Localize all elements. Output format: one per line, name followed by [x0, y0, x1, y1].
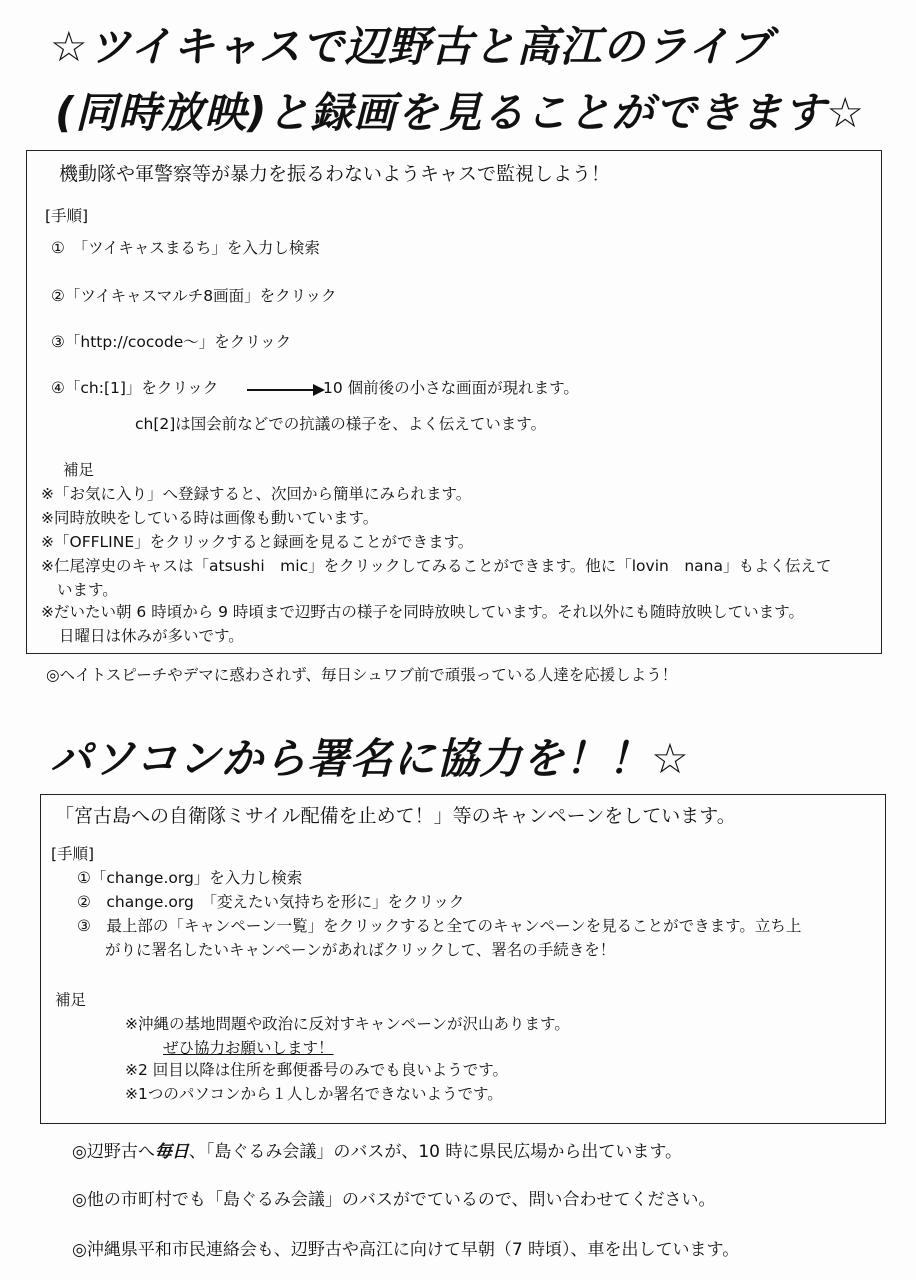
step-3: ③「http://cocode～」をクリック	[51, 333, 292, 351]
note-5: ※だいたい朝 6 時頃から 9 時頃まで辺野古の様子を同時放映しています。それ以外にも随時放映しています。	[41, 603, 804, 621]
step-1: ① 「ツイキャスまるち」を入力し検索	[51, 239, 320, 257]
twitcasting-heading: 機動隊や軍警察等が暴力を振るわないようキャスで監視しよう！	[59, 163, 611, 185]
sig-note-1: ※沖縄の基地問題や政治に反対すキャンペーンが沢山あります。	[125, 1015, 570, 1033]
title-line-1: ☆ツイキャスで辺野古と高江のライブ	[50, 22, 773, 71]
sig-note-2: ※2 回目以降は住所を郵便番号のみでも良いようです。	[125, 1061, 509, 1079]
note-1: ※「お気に入り」へ登録すると、次回から簡単にみられます。	[41, 485, 472, 503]
supplement-label-2: 補足	[55, 991, 87, 1009]
sig-step-3-cont: がりに署名したいキャンペーンがあればクリックして、署名の手続きを！	[105, 941, 616, 959]
signature-title: パソコンから署名に協力を！！☆	[50, 734, 690, 783]
sig-note-3: ※1つのパソコンから１人しか署名できないようです。	[125, 1085, 503, 1103]
bus-notice-1-post: 、「島ぐるみ会議」のバスが、10 時に県民広場から出ています。	[188, 1142, 683, 1162]
sig-step-1: ①「change.org」を入力し検索	[77, 869, 303, 887]
bus-notice-3: ◎沖縄県平和市民連絡会も、辺野古や高江に向けて早朝（7 時頃）、車を出しています。	[72, 1240, 740, 1260]
bus-notice-1-pre: ◎辺野古へ	[72, 1142, 155, 1162]
procedure-label: [手順]	[45, 207, 89, 225]
note-2: ※同時放映をしている時は画像も動いています。	[41, 509, 379, 527]
step-4-note: ch[2]は国会前などでの抗議の様子を、よく伝えています。	[135, 415, 547, 433]
supplement-label: 補足	[63, 461, 95, 479]
twitcasting-box	[26, 150, 882, 654]
note-4: ※仁尾淳史のキャスは「atsushi mic」をクリックしてみることができます。他に「lovin nana」もよく伝えて	[41, 557, 832, 575]
procedure-label-2: [手順]	[51, 845, 95, 863]
signature-box	[40, 794, 886, 1124]
sig-step-3: ③ 最上部の「キャンペーン一覧」をクリックすると全てのキャンペーンを見ることができます。立ち上	[77, 917, 802, 935]
bus-notice-1	[72, 1142, 682, 1162]
step-4: ④「ch:[1]」をクリック	[51, 379, 219, 397]
bus-notice-1-bold: 毎日	[154, 1142, 189, 1162]
note-4-cont: います。	[57, 581, 118, 599]
note-3: ※「OFFLINE」をクリックすると録画を見ることができます。	[41, 533, 474, 551]
sig-note-1-cont: ぜひ協力お願いします！	[163, 1039, 334, 1057]
note-5-cont: 日曜日は休みが多いです。	[59, 627, 244, 645]
step-2: ②「ツイキャスマルチ8画面」をクリック	[51, 287, 337, 305]
arrow-icon	[247, 389, 323, 391]
title-line-2: (同時放映)と録画を見ることができます☆	[55, 88, 866, 137]
signature-heading: 「宮古島への自衛隊ミサイル配備を止めて！」等のキャンペーンをしています。	[55, 805, 736, 827]
bus-notice-2: ◎他の市町村でも「島ぐるみ会議」のバスがでているので、問い合わせてください。	[72, 1190, 716, 1210]
support-footer: ◎ヘイトスピーチやデマに惑わされず、毎日シュワブ前で頑張っている人達を応援しよう！	[46, 666, 678, 684]
sig-step-2: ② change.org 「変えたい気持ちを形に」をクリック	[77, 893, 465, 911]
step-4-result: 10 個前後の小さな画面が現れます。	[323, 379, 579, 397]
